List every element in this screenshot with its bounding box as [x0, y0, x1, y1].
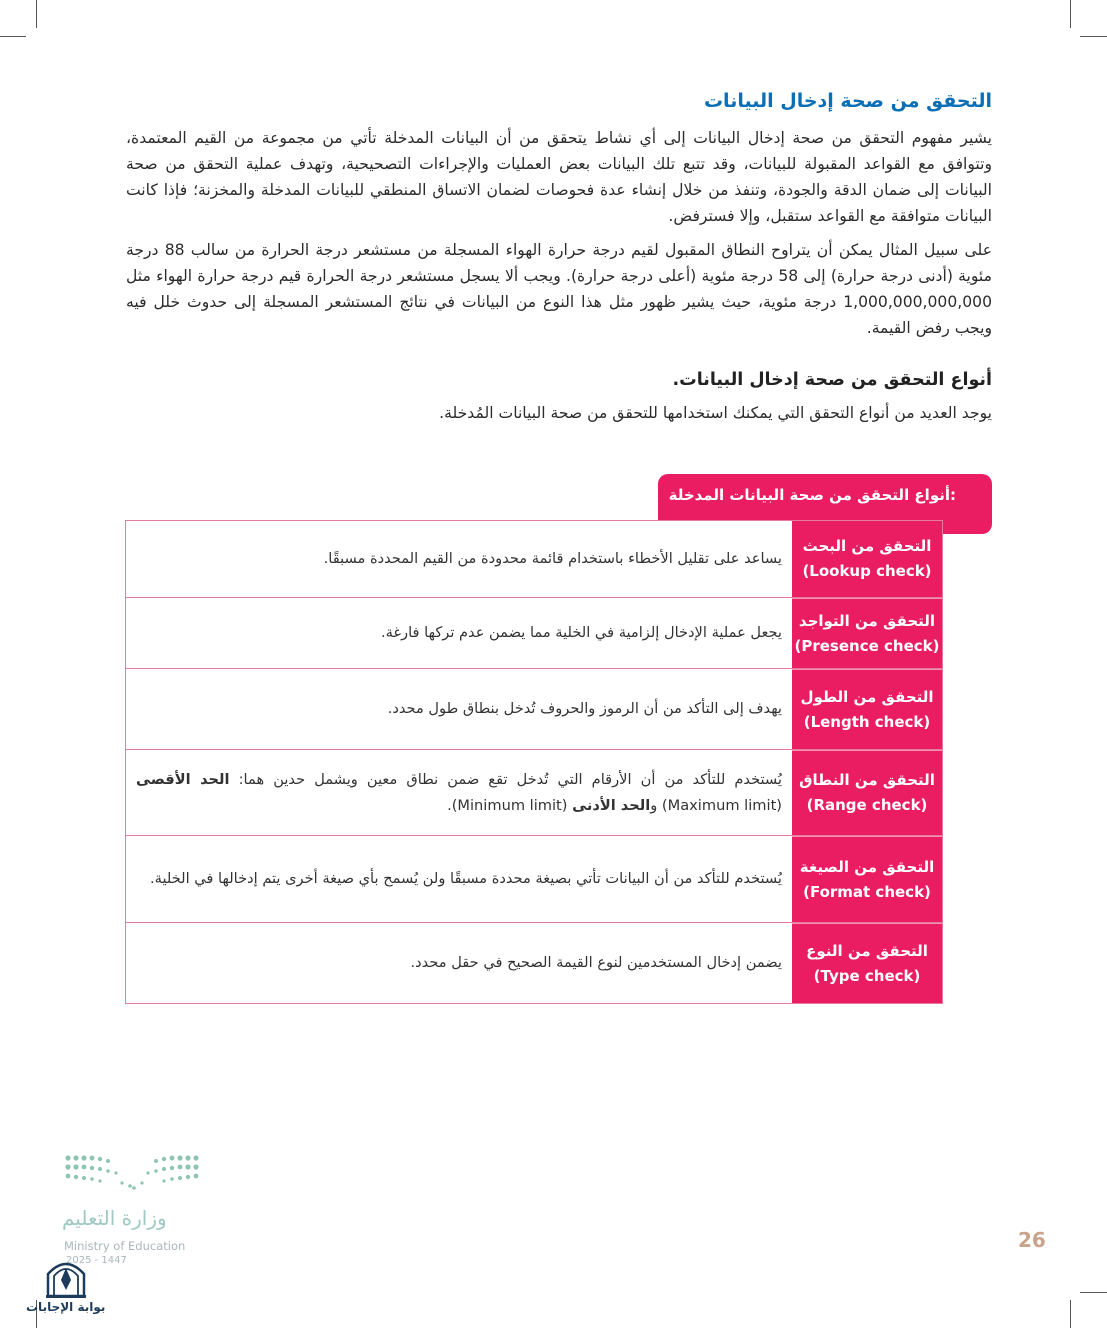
section-heading: التحقق من صحة إدخال البيانات	[703, 90, 992, 112]
check-description-text: يجعل عملية الإدخال إلزامية في الخلية مما يضمن عدم تركها فارغة.	[380, 624, 782, 641]
check-name-cell	[792, 836, 942, 922]
check-name-cell	[792, 669, 942, 749]
paragraph-definition: يشير مفهوم التحقق من صحة إدخال البيانات إلى أي نشاط يتحقق من أن البيانات المدخلة تأتي من مجموعة من القيم المعتمدة، وتتوافق مع القواعد المقبولة للبيانات، وقد تتبع تلك البيانات بعض العمليات والإجراءات التصحيحية، وتهدف عملية التحقق من صحة البيانات إلى ضمان الدقة والجودة، وتنفذ من خلال إنشاء عدة فحوصات لضمان الاتساق المنطقي للبيانات المدخلة والمخزنة؛ فإذا كانت البيانات متوافقة مع القواعد ستقبل، وإلا فسترفض.	[126, 129, 992, 225]
check-description	[126, 750, 792, 835]
check-description-text: يضمن إدخال المستخدمين لنوع القيمة الصحيح في حقل محدد.	[410, 954, 782, 971]
crop-mark	[36, 0, 37, 28]
check-name-ar: التحقق من الصيغة	[799, 857, 935, 876]
check-name-en: (Type check)	[813, 966, 921, 985]
paragraph-example: على سبيل المثال يمكن أن يتراوح النطاق المقبول لقيم درجة حرارة الهواء المسجلة من مستشعر درجة الحرارة من سالب 88 درجة مئوية (أدنى درجة حرارة) إلى 58 درجة مئوية (أعلى درجة حرارة). ويجب ألا يسجل مستشعر درجة الحرارة قيم درجة حرارة الهواء مثل 1,000,000,000,000 درجة مئوية، حيث يشير ظهور مثل هذا النوع من البيانات في نتائج المستشعر المسجلة إلى حدوث خلل فيه ويجب رفض القيمة.	[126, 241, 992, 337]
watermark-text: بوابة الإجابات	[26, 1300, 106, 1314]
ministry-years: 2025 - 1447	[66, 1255, 127, 1266]
table-row	[126, 922, 942, 1003]
crop-mark	[1080, 1292, 1107, 1293]
check-name-ar: التحقق من التواجد	[798, 611, 936, 630]
check-description	[126, 521, 792, 597]
watermark-logo-icon	[44, 1256, 88, 1300]
check-name-en: (Length check)	[803, 712, 931, 731]
table-row	[126, 835, 942, 922]
check-description-text: يساعد على تقليل الأخطاء باستخدام قائمة محدودة من القيم المحددة مسبقًا.	[323, 550, 782, 567]
ministry-name-ar: وزارة التعليم	[62, 1206, 167, 1230]
check-description	[126, 669, 792, 749]
check-name-en: (Presence check)	[794, 636, 940, 655]
table-row	[126, 597, 942, 668]
check-description	[126, 923, 792, 1003]
check-description	[126, 598, 792, 668]
check-name-ar: التحقق من الطول	[800, 687, 934, 706]
types-intro: يوجد العديد من أنواع التحقق التي يمكنك استخدامها للتحقق من صحة البيانات المُدخلة.	[439, 404, 992, 422]
check-name-cell	[792, 923, 942, 1003]
crop-mark	[1070, 1300, 1071, 1328]
check-name-ar: التحقق من النوع	[806, 941, 928, 960]
min-limit-term: الحد الأدنى	[572, 796, 651, 814]
check-description-text: يهدف إلى التأكد من أن الرموز والحروف تُدخل بنطاق طول محدد.	[387, 700, 782, 717]
check-name-ar: التحقق من البحث	[802, 537, 932, 555]
check-description-text: يُستخدم للتأكد من أن الأرقام التي تُدخل تقع ضمن نطاق معين ويشمل حدين هما: الحد الأقصى (Maximum limit) والحد الأدنى (Minimum limit).	[136, 770, 782, 814]
check-name-en: (Format check)	[803, 882, 931, 901]
crop-mark	[1080, 36, 1107, 37]
page-number: 26	[1018, 1228, 1046, 1252]
validation-types-table	[125, 520, 943, 1004]
check-name-cell	[792, 521, 942, 597]
max-limit-term: الحد الأقصى	[136, 770, 230, 788]
crop-mark	[0, 36, 26, 37]
check-name-cell	[792, 598, 942, 668]
crop-mark	[1070, 0, 1071, 28]
table-row	[126, 668, 942, 749]
check-name-ar: التحقق من النطاق	[799, 771, 935, 789]
check-name-cell	[792, 750, 942, 835]
table-row	[126, 521, 942, 597]
types-heading: أنواع التحقق من صحة إدخال البيانات.	[672, 370, 992, 390]
table-row	[126, 749, 942, 835]
check-name-en: (Lookup check)	[802, 562, 932, 580]
check-description-text: يُستخدم للتأكد من أن البيانات تأتي بصيغة محددة مسبقًا ولن يُسمح بأي صيغة أخرى يتم إدخالها في الخلية.	[150, 870, 782, 887]
ministry-name-en: Ministry of Education	[64, 1239, 186, 1253]
ministry-logo-icon	[62, 1150, 202, 1200]
table-title: أنواع التحقق من صحة البيانات المدخلة:	[668, 486, 956, 504]
check-description	[126, 836, 792, 922]
check-name-en: (Range check)	[806, 796, 928, 814]
